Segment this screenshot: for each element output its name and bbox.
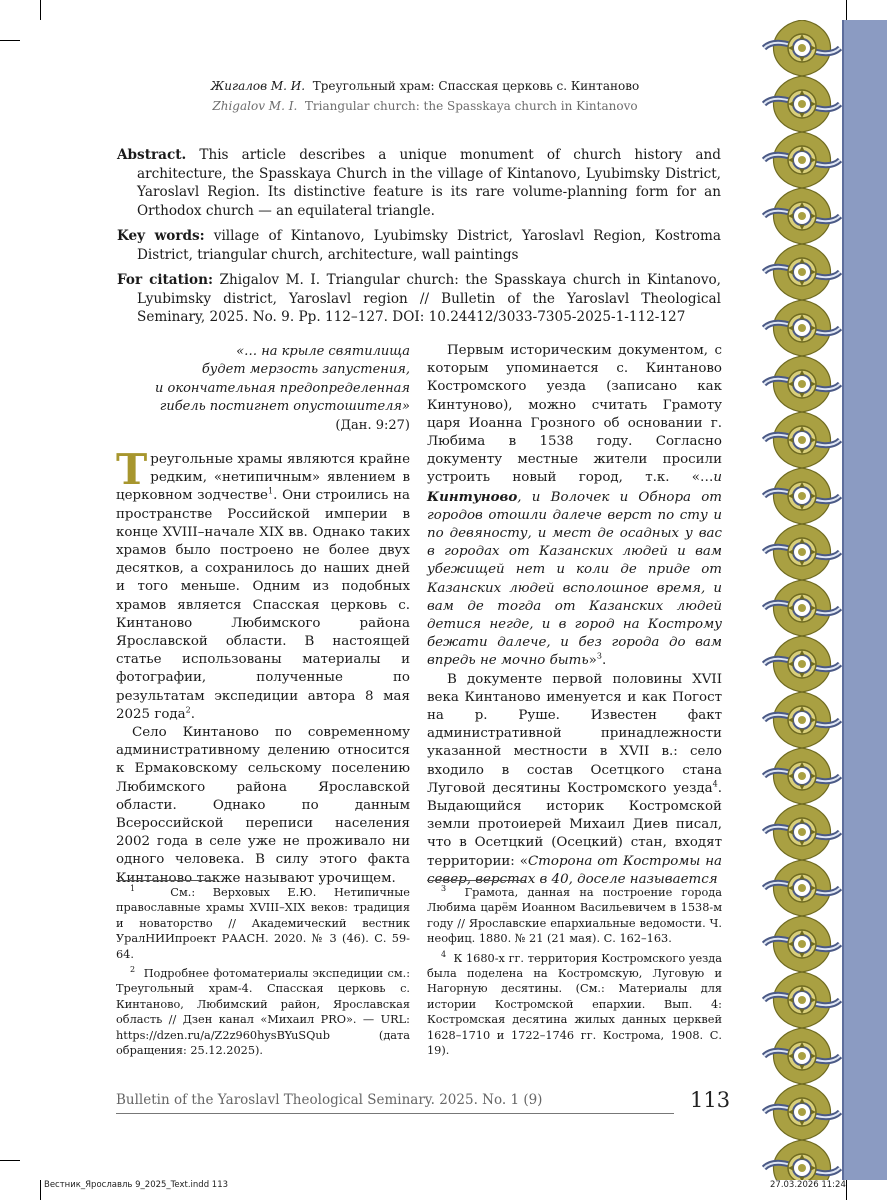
left-p1-text-c: .: [190, 706, 195, 722]
left-p1-text-a: реугольные храмы являются крайне редким, «нетипичным» явлением в церковном зодчестве: [116, 452, 410, 504]
abstract-block: [117, 146, 721, 327]
footnote-1-text: См.: Верховых Е.Ю. Нетипичные православные храмы XVIII–XIX веков: традиция и новаторство // Академический вестник УралНИИпроект РААСН. 2020. № 3 (46). С. 59-64.: [116, 886, 410, 961]
footnote-ref-3[interactable]: 3: [596, 651, 602, 661]
right-p1-quote-bold: Кинтуново: [427, 488, 518, 505]
header-ru-author: Жигалов М. И.: [210, 79, 306, 93]
footnote-1: [116, 885, 410, 962]
citation-label: For citation:: [117, 272, 214, 288]
footnote-2-number: 2: [130, 965, 136, 975]
left-p1-text-b: . Они строились на пространстве Российской империи в конце XVIII–начале XIX вв. Однако таких храмов было построено не более двух десятков, а сохранилось до наших дней и того меньше. Одним из подобных храмов является Спасская церковь с. Кинтаново Любимского района Ярославской области. В настоящей статье использованы материалы и фотографии, полученные по результатам экспедиции автора 8 мая 2025 года: [116, 488, 410, 722]
right-p2-italic: Сторона от Костромы на север, верстах в 40, доселе называется: [427, 853, 722, 887]
print-slug-file: Вестник_Ярославль 9_2025_Text.indd 113: [44, 1180, 229, 1190]
left-p2-text: Село Кинтаново по современному административному делению относится к Ермаковскому сельскому поселению Любимского района Ярославской области. Однако по данным Всероссийской переписи населения 2002 года в селе уже не проживало ни одного человека. В силу этого факта Кинтаново также называют урочищем.: [116, 725, 410, 886]
epigraph-line: «… на крыле святилища: [236, 344, 410, 359]
footnote-2: [116, 966, 410, 1058]
page-number: 113: [690, 1088, 731, 1112]
right-paragraph-2: [427, 671, 722, 889]
footnote-separator: [116, 880, 214, 881]
epigraph: [120, 343, 410, 435]
footnote-ref-1[interactable]: 1: [267, 486, 274, 496]
citation-paragraph: [117, 271, 721, 327]
citation-text: Zhigalov M. I. Triangular church: the Spasskaya church in Kintanovo, Lyubimsky district, Yaroslavl region // Bulletin of the Yaroslavl Theological Seminary, 2025. No. 9. Pp. 112–127. DOI: 10.24412/3033-7305-2025-1-112-127: [137, 272, 721, 325]
footnote-4: [427, 951, 722, 1059]
crop-mark: [0, 40, 20, 41]
footnote-ref-2[interactable]: 2: [185, 705, 191, 715]
right-p1-quote-end: »: [588, 653, 597, 669]
right-p1-text-a: Первым историческим документом, с которым упоминается с. Кинтаново Костромского уезда (записано как Кинтуново), можно считать Грамоту царя Иоанна Грозного об основании г. Любима в 1538 году. Согласно документу местные жители просили устроить новый город, т.к. «…: [427, 343, 722, 486]
running-header-en: [120, 99, 730, 113]
running-header-ru: [120, 79, 730, 93]
keywords-paragraph: [117, 227, 721, 264]
footnote-1-number: 1: [130, 884, 136, 894]
crop-mark: [40, 0, 41, 20]
right-p2-text-b: . Выдающийся историк Костромской земли протоиерей Михаил Диев писал, что в Осетцкий (Осецкий) стан, входят территории: «: [427, 780, 722, 869]
keywords-label: Key words:: [117, 228, 205, 244]
right-p2-text-a: В документе первой половины XVII века Кинтаново именуется и как Погост на р. Руше. Известен факт административной принадлежности указанной местности в XVII в.: село входило в состав Осетцкого стана Луговой десятины Костромского уезда: [427, 671, 722, 796]
header-en-title: Triangular church: the Spasskaya church in Kintanovo: [304, 99, 638, 113]
right-p1-quote-2: , и Волочек и Обнора от городов отошли далече верст по сту и по девяносту, и мест де осадных у вас в городах от Казанских людей и вам убежищей нет и коли де приде от Казанских людей всполошное время, и вам де тогда от Казанских людей детися негде, и в город на Кострому бежати далече, и без города до вам впредь не мочно быть: [427, 489, 722, 669]
header-en-author: Zhigalov M. I.: [212, 99, 298, 113]
footnotes-left: [116, 885, 410, 1062]
footnote-separator: [427, 880, 525, 881]
footnote-3-number: 3: [441, 884, 447, 894]
drop-cap: Т: [116, 445, 148, 494]
print-slug-date: 27.03.2026 11:24: [770, 1180, 846, 1190]
decorative-ornament-band: [762, 20, 887, 1180]
crop-mark: [846, 1180, 847, 1200]
right-column: [427, 342, 722, 889]
epigraph-line: будет мерзость запустения,: [201, 362, 410, 378]
keywords-text: village of Kintanovo, Lyubimsky District, Yaroslavl Region, Kostroma District, triangular church, architecture, wall paintings: [137, 228, 721, 263]
footnote-3-text: Грамота, данная на построение города Любима царём Иоанном Васильевичем в 1538-м году // Ярославские епархиальные ведомости. Ч. неофиц. 1880. № 21 (21 мая). С. 162–163.: [427, 886, 722, 946]
footnote-ref-4[interactable]: 4: [712, 779, 718, 789]
right-p1-dot: .: [601, 653, 607, 669]
footnotes-right: [427, 885, 722, 1062]
left-column: [116, 445, 410, 888]
footnote-2-text: Подробнее фотоматериалы экспедиции см.: Треугольный храм-4. Спасская церковь с. Кинтаново, Любимский район, Ярославская область // Дзен канал «Михаил PRO». — URL: https://dzen.ru/a/Z2z960hysBYuSQub (дата обращения: 25.12.2025).: [116, 967, 411, 1058]
footnote-4-number: 4: [441, 949, 447, 959]
footer-journal-title: Bulletin of the Yaroslavl Theological Seminary. 2025. No. 1 (9): [116, 1092, 543, 1108]
left-paragraph-2: [116, 724, 410, 888]
epigraph-reference: (Дан. 9:27): [335, 417, 410, 433]
crop-mark: [0, 1160, 20, 1161]
abstract-label: Abstract.: [117, 147, 187, 163]
right-paragraph-1: [427, 342, 722, 671]
right-p1-quote-1: и: [713, 470, 722, 486]
footer-rule: [116, 1113, 674, 1114]
abstract-text: This article describes a unique monument of church history and architecture, the Spasskaya Church in the village of Kintanovo, Lyubimsky District, Yaroslavl Region. Its distinctive feature is its rare volume-planning form for an Orthodox church — an equilateral triangle.: [137, 147, 721, 219]
abstract-paragraph: [117, 146, 721, 220]
footnote-4-text: К 1680-х гг. территория Костромского уезда была поделена на Костромскую, Луговую и Нагорную десятины. (См.: Материалы для истории Костромской епархии. Вып. 4: Костромская десятина жилых данных церквей 1628–1710 и 1722–1746 гг. Кострома, 1908. С. 19).: [427, 951, 723, 1058]
crop-mark: [40, 1180, 41, 1200]
left-paragraph-1: [116, 445, 410, 724]
crop-mark: [846, 0, 847, 20]
header-ru-title: Треугольный храм: Спасская церковь с. Кинтаново: [312, 79, 640, 93]
epigraph-line: гибель постигнет опустошителя»: [159, 399, 410, 415]
footnote-3: [427, 885, 722, 947]
epigraph-line: и окончательная предопределенная: [155, 380, 410, 396]
